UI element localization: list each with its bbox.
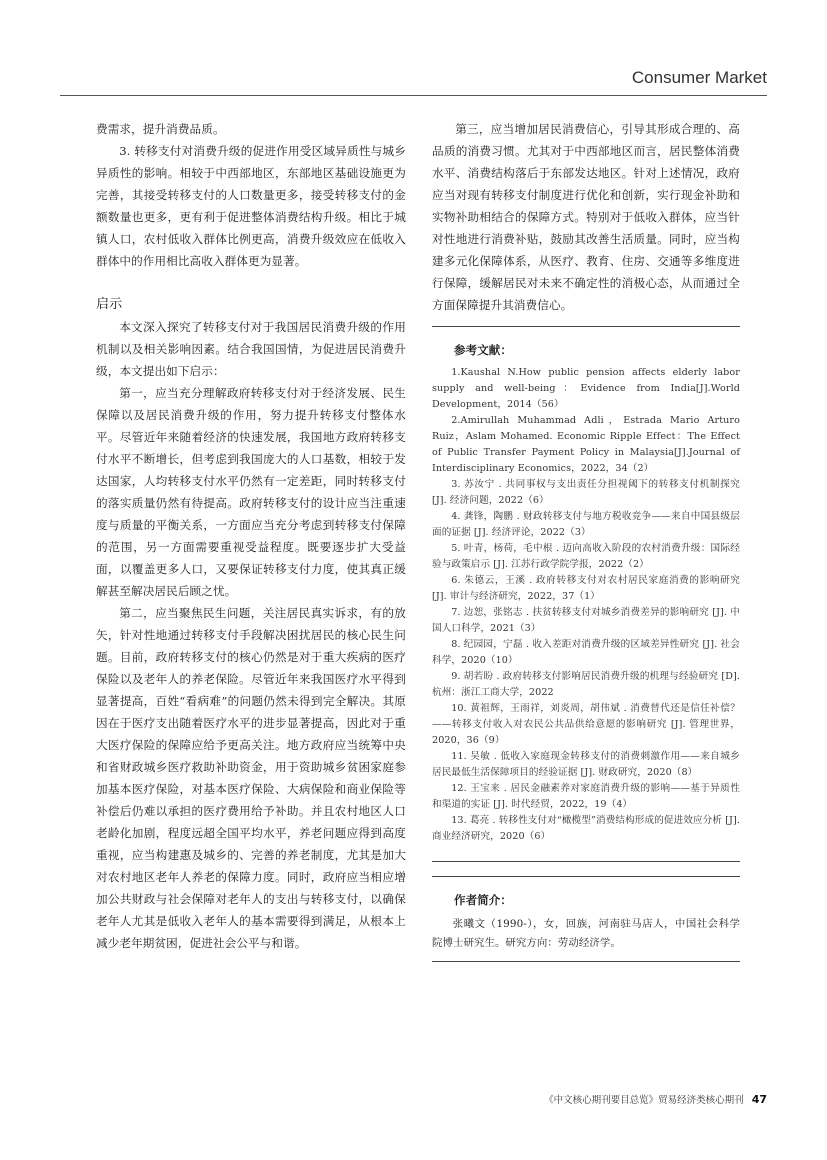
left-column [96, 118, 406, 954]
references-list [432, 365, 740, 845]
author-bio: 张曦文（1990-），女，回族，河南驻马店人，中国社会科学院博士研究生。研究方向：劳动经济学。 [432, 918, 740, 949]
reference-item: 12. 王宝来 . 居民金融素养对家庭消费升级的影响——基于异质性和渠道的实证 [J]. 时代经贸，2022，19（4） [432, 783, 740, 810]
page-number: 47 [751, 1093, 767, 1106]
reference-item: 8. 纪园园，宁磊 . 收入差距对消费升级的区域差异性研究 [J]. 社会科学，2020（10） [432, 639, 740, 666]
reference-item: 2.Amirullah Muhammad Adli，Estrada Mario Arturo Ruiz，Aslam Mohamed. Economic Ripple Effect：The Effect of Public Transfer Payment Policy in Malaysia[J].Journal of Interdisciplinary Economics，2022，34（2） [432, 415, 740, 474]
paragraph-intro: 本文深入探究了转移支付对于我国居民消费升级的作用机制以及相关影响因素。结合我国国情，为促进居民消费升级，本文提出如下启示： [96, 320, 406, 378]
paragraph-first: 第一，应当充分理解政府转移支付对于经济发展、民生保障以及居民消费升级的作用，努力提升转移支付整体水平。尽管近年来随着经济的快速发展，我国地方政府转移支付水平不断增长，但考虑到我国庞大的人口基数，相较于发达国家，人均转移支付水平仍然有一定差距，同时转移支付的落实质量仍然有待提高。政府转移支付的设计应当注重速度与质量的平衡关系，一方面应当充分考虑到转移支付保障的范围，另一方面需要重视受益程度。既要逐步扩大受益面，以覆盖更多人口，又要保证转移支付力度，使其真正缓解甚至解决居民后顾之忧。 [96, 386, 406, 598]
reference-item: 10. 黄祖辉，王雨祥，刘炎周，胡伟斌 . 消费替代还是信任补偿？——转移支付收入对农民公共品供给意愿的影响研究 [J]. 管理世界，2020，36（9） [432, 703, 740, 746]
reference-item: 4. 龚锋，陶鹏 . 财政转移支付与地方税收竞争——来自中国县级层面的证据 [J]. 经济评论，2022（3） [432, 511, 740, 538]
paragraph-point-3: 3. 转移支付对消费升级的促进作用受区域异质性与城乡异质性的影响。相较于中西部地区，东部地区基础设施更为完善，其接受转移支付的人口数量更多，接受转移支付的金额数量也更多，更有利于促进整体消费结构升级。相比于城镇人口，农村低收入群体比例更高，消费升级效应在低收入群体中的作用相比高收入群体更为显著。 [96, 144, 406, 268]
paragraph-third: 第三，应当增加居民消费信心，引导其形成合理的、高品质的消费习惯。尤其对于中西部地区而言，居民整体消费水平、消费结构落后于东部发达地区。针对上述情况，政府应当对现有转移支付制度进行优化和创新，实行现金补助和实物补助相结合的保障方式。特别对于低收入群体，应当针对性地进行消费补贴，鼓励其改善生活质量。同时，应当构建多元化保障体系，从医疗、教育、住房、交通等多维度进行保障，缓解居民对未来不确定性的消极心态，从而通过全方面保障提升其消费信心。 [432, 122, 740, 312]
reference-item: 13. 葛亮 . 转移性支付对“橄榄型”消费结构形成的促进效应分析 [J]. 商业经济研究，2020（6） [432, 815, 740, 842]
references-heading: 参考文献： [454, 343, 512, 357]
references-bottom-rule [432, 861, 740, 862]
reference-item: 3. 苏汝宁 . 共同事权与支出责任分担视阈下的转移支付机制探究 [J]. 经济问题，2022（6） [432, 479, 740, 506]
page-footer [544, 1092, 767, 1106]
reference-item: 1.Kaushal N.How public pension affects elderly labor supply and well-being：Evidence from India[J].World Development，2014（56） [432, 367, 740, 410]
reference-item: 9. 胡若盼 . 政府转移支付影响居民消费升级的机理与经验研究 [D]. 杭州：浙江工商大学，2022 [432, 671, 740, 698]
header-divider [60, 95, 767, 96]
running-header-title: Consumer Market [631, 68, 767, 87]
right-column [432, 118, 740, 962]
paragraph-second: 第二，应当聚焦民生问题，关注居民真实诉求，有的放矢，针对性地通过转移支付手段解决困扰居民的核心民生问题。目前，政府转移支付的核心仍然是对于重大疾病的医疗保险以及老年人的养老保险。尽管近年来我国医疗水平得到显著提高，百姓“看病难”的问题仍然未得到完全解决。其原因在于医疗支出随着医疗水平的进步显著提高，因此对于重大医疗保险的保障应给予更高关注。地方政府应当统筹中央和省财政城乡医疗救助补助资金，用于资助城乡贫困家庭参加基本医疗保险，对基本医疗保险、大病保险和商业保险等补偿后仍难以承担的医疗费用给予补助。并且农村地区人口老龄化加剧，程度远超全国平均水平，养老问题应得到高度重视，应当构建惠及城乡的、完善的养老制度，尤其是加大对农村地区老年人养老的保障力度。同时，政府应当相应增加公共财政与社会保障对老年人的支出与转移支付，以确保老年人尤其是低收入老年人的基本需要得到满足，从根本上减少老年期贫困，促进社会公平与和谐。 [96, 606, 406, 950]
author-heading: 作者简介： [454, 893, 512, 907]
reference-item: 5. 叶青，杨荷，毛中根 . 迈向高收入阶段的农村消费升级：国际经验与政策启示 [J]. 江苏行政学院学报，2022（2） [432, 543, 740, 570]
footer-journal: 《中文核心期刊要目总览》贸易经济类核心期刊 [544, 1095, 744, 1106]
author-bottom-rule [432, 961, 740, 962]
reference-item: 11. 吴敏 . 低收入家庭现金转移支付的消费刺激作用——来自城乡居民最低生活保障项目的经验证据 [J]. 财政研究，2020（8） [432, 751, 740, 778]
section-heading-implications: 启示 [96, 297, 123, 312]
references-top-rule [432, 326, 740, 327]
reference-item: 7. 边恕，张铭志 . 扶贫转移支付对城乡消费差异的影响研究 [J]. 中国人口科学，2021（3） [432, 607, 740, 634]
paragraph-continuation: 费需求，提升消费品质。 [96, 122, 225, 136]
author-top-rule [432, 876, 740, 877]
reference-item: 6. 朱德云，王溪 . 政府转移支付对农村居民家庭消费的影响研究 [J]. 审计与经济研究，2022，37（1） [432, 575, 740, 602]
